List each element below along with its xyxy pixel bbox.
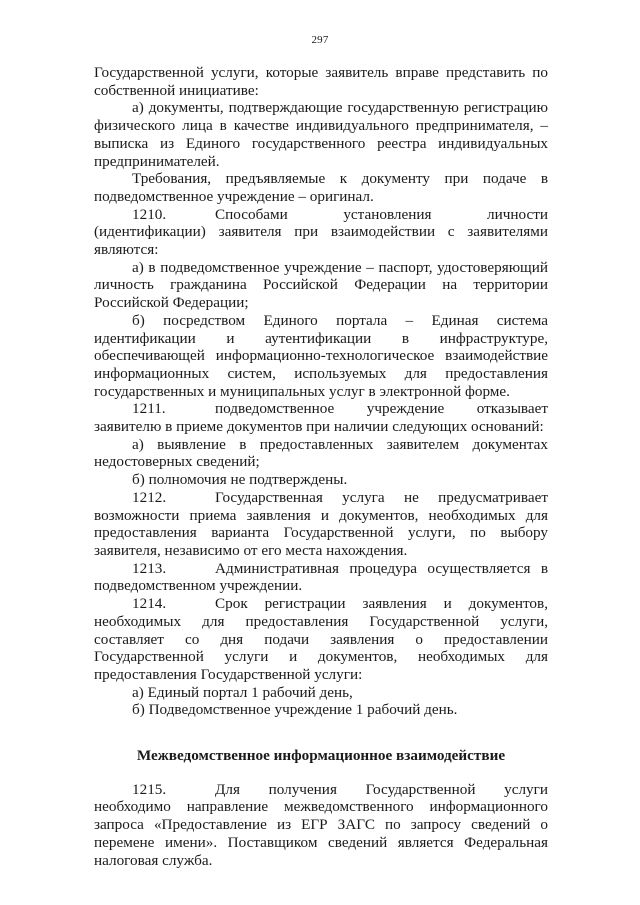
numbered-paragraph	[94, 560, 548, 595]
numbered-paragraph	[94, 489, 548, 560]
paragraph-text: Государственная услуга не предусматривает возможности приема заявления и документов, необходимых для предоставления варианта Государственной услуги, по выбору заявителя, независимо от его места нахождения.	[94, 488, 548, 559]
section-heading: Межведомственное информационное взаимодействие	[136, 747, 506, 765]
paragraph: б) Подведомственное учреждение 1 рабочий день.	[132, 701, 458, 719]
paragraph-text: Способами установления личности (идентификации) заявителя при взаимодействии с заявителями являются:	[94, 205, 548, 259]
paragraph: а) в подведомственное учреждение – паспорт, удостоверяющий личность гражданина Российской Федерации на территории Российской Федерации;	[94, 258, 548, 312]
paragraph-number: 1213.	[132, 559, 167, 577]
paragraph-text: подведомственное учреждение отказывает заявителю в приеме документов при наличии следующих оснований:	[94, 400, 548, 436]
document-body	[94, 64, 548, 869]
paragraph: а) Единый портал 1 рабочий день,	[132, 683, 353, 701]
paragraph: б) посредством Единого портала – Единая система идентификации и аутентификации в инфраструктуре, обеспечивающей информационно-технологическое взаимодействие информационных систем, используемых для предоставления государственных и муниципальных услуг в электронной форме.	[94, 311, 548, 400]
paragraph: Требования, предъявляемые к документу при подаче в подведомственное учреждение – оригинал.	[94, 170, 548, 205]
paragraph-text: Срок регистрации заявления и документов, необходимых для предоставления Государственной услуги, составляет со дня подачи заявления о предоставлении Государственной услуги и документов, необходимых для предоставления Государственной услуги:	[94, 595, 548, 683]
paragraphs-after	[94, 781, 548, 870]
page-number: 297	[311, 34, 329, 46]
paragraph: а) документы, подтверждающие государственную регистрацию физического лица в качестве индивидуального предпринимателя, – выписка из Единого государственного реестра индивидуальных предпринимателей.	[94, 99, 548, 170]
paragraph: а) выявление в предоставленных заявителем документах недостоверных сведений;	[94, 435, 548, 471]
paragraph: б) полномочия не подтверждены.	[132, 471, 348, 489]
paragraph-number: 1212.	[132, 488, 167, 506]
paragraph-text: Для получения Государственной услуги необходимо направление межведомственного информационного запроса «Предоставление из ЕГР ЗАГС по запросу сведений о перемене имени». Поставщиком сведений является Федеральная налоговая служба.	[94, 780, 548, 869]
paragraphs-before	[94, 64, 548, 719]
paragraph-number: 1215.	[132, 780, 167, 798]
numbered-paragraph	[94, 400, 548, 435]
numbered-paragraph	[94, 206, 548, 259]
paragraph: Государственной услуги, которые заявитель вправе представить по собственной инициативе:	[94, 64, 548, 99]
paragraph-number: 1211.	[132, 400, 166, 418]
paragraph-number: 1214.	[132, 595, 167, 613]
numbered-paragraph	[94, 595, 548, 684]
paragraph-text: Административная процедура осуществляется в подведомственном учреждении.	[94, 559, 548, 595]
numbered-paragraph	[94, 781, 548, 870]
paragraph-number: 1210.	[132, 205, 167, 223]
